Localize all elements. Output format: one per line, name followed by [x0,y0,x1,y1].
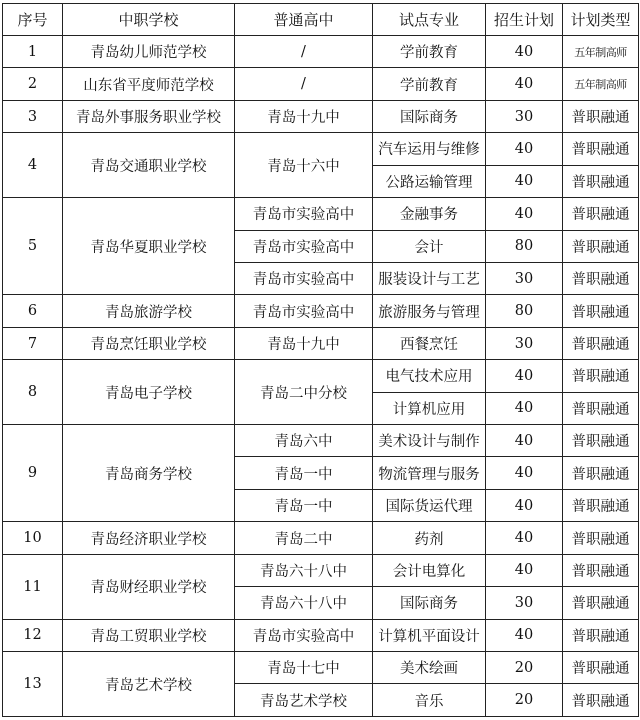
plan-type: 普职融通 [563,295,639,327]
high-school-name: 青岛十六中 [235,133,373,198]
high-school-name: 青岛六十八中 [235,587,373,619]
header-high-school: 普通高中 [235,4,373,36]
pilot-major: 计算机应用 [373,392,486,424]
table-row [3,425,639,457]
enrollment-count: 30 [486,262,563,294]
pilot-major: 电气技术应用 [373,360,486,392]
pilot-major: 音乐 [373,684,486,717]
row-index: 11 [3,554,63,619]
pilot-major: 国际商务 [373,100,486,132]
plan-type: 普职融通 [563,652,639,684]
plan-type: 普职融通 [563,198,639,230]
enrollment-count: 80 [486,230,563,262]
pilot-major: 国际商务 [373,587,486,619]
plan-type: 普职融通 [563,230,639,262]
table-row [3,619,639,651]
high-school-name: 青岛一中 [235,489,373,521]
row-index: 5 [3,198,63,295]
high-school-name: 青岛市实验高中 [235,198,373,230]
high-school-name: 青岛二中 [235,522,373,554]
row-index: 10 [3,522,63,554]
vocational-school-name: 青岛华夏职业学校 [63,198,235,295]
plan-type: 普职融通 [563,262,639,294]
plan-type: 普职融通 [563,392,639,424]
plan-type: 普职融通 [563,684,639,717]
vocational-school-name: 青岛艺术学校 [63,652,235,717]
plan-type: 普职融通 [563,133,639,165]
plan-type: 五年制高师 [563,36,639,68]
vocational-school-name: 青岛旅游学校 [63,295,235,327]
pilot-major: 美术绘画 [373,652,486,684]
table-row [3,652,639,684]
table-row [3,198,639,230]
enrollment-count: 40 [486,554,563,586]
row-index: 12 [3,619,63,651]
enrollment-count: 30 [486,587,563,619]
vocational-school-name: 青岛外事服务职业学校 [63,100,235,132]
row-index: 8 [3,360,63,425]
pilot-major: 服装设计与工艺 [373,262,486,294]
plan-type: 普职融通 [563,165,639,197]
enrollment-count: 30 [486,327,563,359]
enrollment-count: 80 [486,295,563,327]
row-index: 3 [3,100,63,132]
table-row [3,68,639,100]
table-row [3,327,639,359]
plan-type: 普职融通 [563,457,639,489]
vocational-school-name: 青岛交通职业学校 [63,133,235,198]
table-row [3,36,639,68]
header-vocational-school: 中职学校 [63,4,235,36]
pilot-major: 药剂 [373,522,486,554]
plan-type: 普职融通 [563,587,639,619]
pilot-major: 会计 [373,230,486,262]
high-school-name: / [235,68,373,100]
high-school-name: 青岛十九中 [235,327,373,359]
table-row [3,100,639,132]
vocational-school-name: 山东省平度师范学校 [63,68,235,100]
plan-type: 五年制高师 [563,68,639,100]
high-school-name: 青岛二中分校 [235,360,373,425]
pilot-major: 西餐烹饪 [373,327,486,359]
enrollment-count: 40 [486,198,563,230]
vocational-school-name: 青岛财经职业学校 [63,554,235,619]
vocational-school-name: 青岛商务学校 [63,425,235,522]
high-school-name: 青岛六十八中 [235,554,373,586]
table-row [3,295,639,327]
table-row [3,554,639,586]
pilot-major: 国际货运代理 [373,489,486,521]
header-index: 序号 [3,4,63,36]
row-index: 7 [3,327,63,359]
pilot-major: 计算机平面设计 [373,619,486,651]
row-index: 13 [3,652,63,717]
enrollment-count: 40 [486,392,563,424]
plan-type: 普职融通 [563,554,639,586]
enrollment-count: 40 [486,36,563,68]
enrollment-count: 40 [486,522,563,554]
high-school-name: 青岛市实验高中 [235,295,373,327]
enrollment-plan-table [2,3,639,717]
plan-type: 普职融通 [563,489,639,521]
row-index: 6 [3,295,63,327]
high-school-name: 青岛市实验高中 [235,262,373,294]
header-plan-type: 计划类型 [563,4,639,36]
table-row [3,360,639,392]
row-index: 1 [3,36,63,68]
enrollment-count: 40 [486,133,563,165]
pilot-major: 学前教育 [373,68,486,100]
high-school-name: 青岛艺术学校 [235,684,373,717]
header-enrollment-plan: 招生计划 [486,4,563,36]
plan-type: 普职融通 [563,619,639,651]
vocational-school-name: 青岛幼儿师范学校 [63,36,235,68]
table-row [3,522,639,554]
high-school-name: 青岛市实验高中 [235,619,373,651]
enrollment-count: 40 [486,457,563,489]
row-index: 4 [3,133,63,198]
enrollment-count: 30 [486,100,563,132]
row-index: 9 [3,425,63,522]
pilot-major: 会计电算化 [373,554,486,586]
pilot-major: 旅游服务与管理 [373,295,486,327]
enrollment-count: 40 [486,360,563,392]
enrollment-count: 40 [486,68,563,100]
plan-type: 普职融通 [563,100,639,132]
plan-type: 普职融通 [563,327,639,359]
pilot-major: 学前教育 [373,36,486,68]
high-school-name: 青岛十九中 [235,100,373,132]
plan-type: 普职融通 [563,522,639,554]
pilot-major: 金融事务 [373,198,486,230]
enrollment-count: 40 [486,425,563,457]
pilot-major: 美术设计与制作 [373,425,486,457]
vocational-school-name: 青岛工贸职业学校 [63,619,235,651]
header-pilot-major: 试点专业 [373,4,486,36]
plan-type: 普职融通 [563,425,639,457]
high-school-name: 青岛十七中 [235,652,373,684]
plan-type: 普职融通 [563,360,639,392]
enrollment-count: 40 [486,489,563,521]
pilot-major: 物流管理与服务 [373,457,486,489]
enrollment-count: 40 [486,165,563,197]
enrollment-count: 20 [486,652,563,684]
table-row [3,133,639,165]
header-row [3,4,639,36]
high-school-name: / [235,36,373,68]
enrollment-count: 40 [486,619,563,651]
vocational-school-name: 青岛经济职业学校 [63,522,235,554]
pilot-major: 汽车运用与维修 [373,133,486,165]
pilot-major: 公路运输管理 [373,165,486,197]
high-school-name: 青岛一中 [235,457,373,489]
high-school-name: 青岛六中 [235,425,373,457]
row-index: 2 [3,68,63,100]
high-school-name: 青岛市实验高中 [235,230,373,262]
vocational-school-name: 青岛电子学校 [63,360,235,425]
enrollment-count: 20 [486,684,563,717]
vocational-school-name: 青岛烹饪职业学校 [63,327,235,359]
